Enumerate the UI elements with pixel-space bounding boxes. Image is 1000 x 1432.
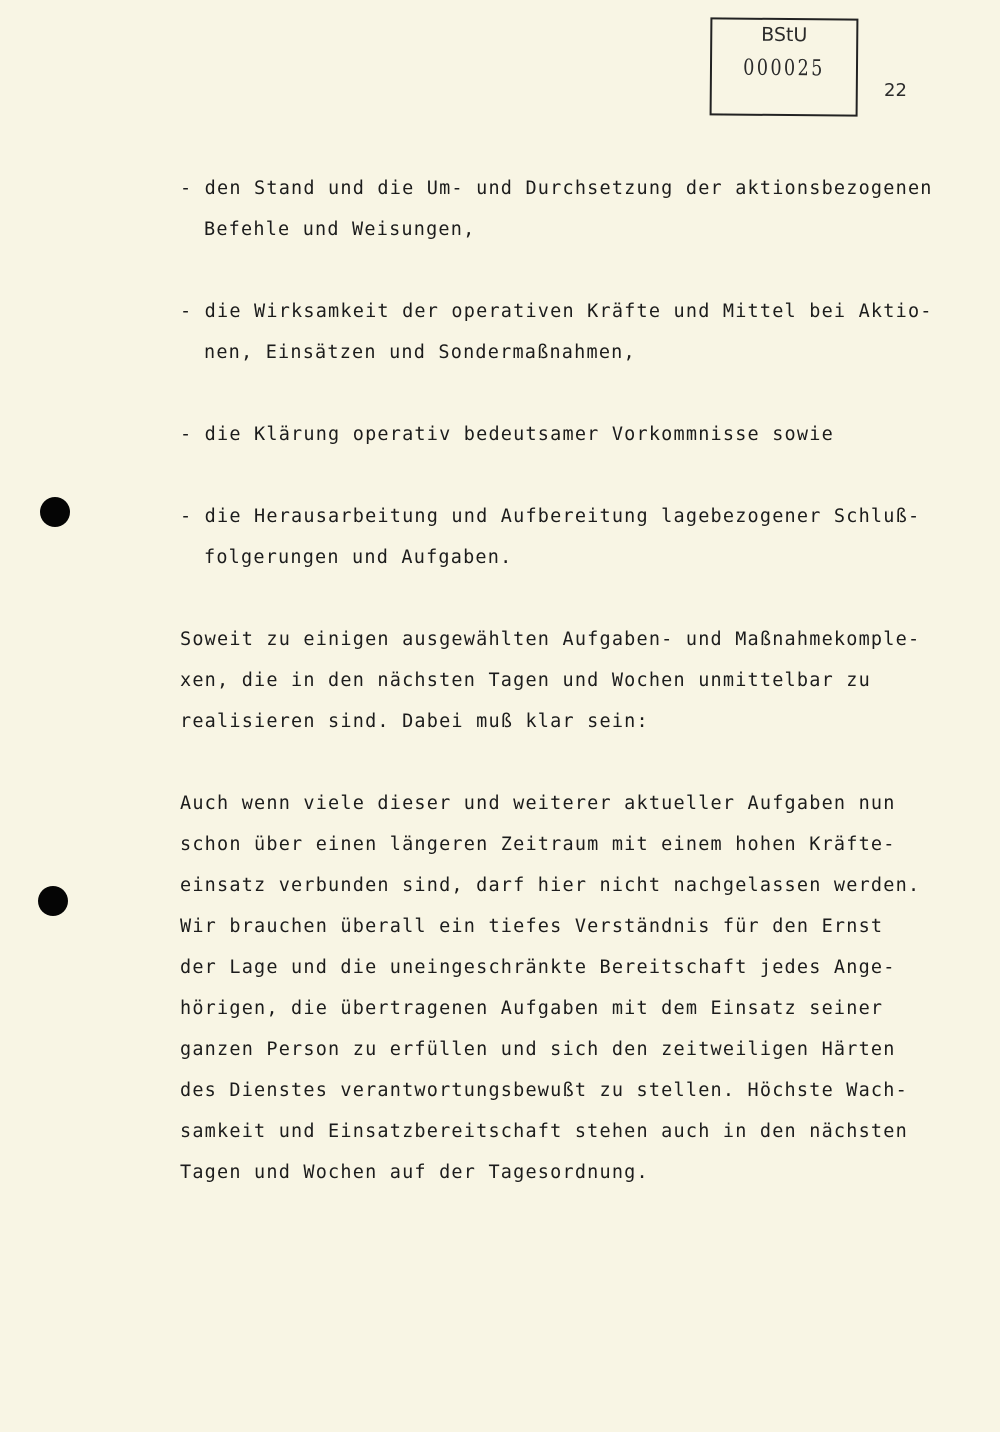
paragraph-line: einsatz verbunden sind, darf hier nicht nachgelassen werden. bbox=[180, 875, 921, 896]
paragraph bbox=[180, 783, 940, 1193]
paragraph-line: Tagen und Wochen auf der Tagesordnung. bbox=[180, 1162, 649, 1183]
bullet-line: - die Klärung operativ bedeutsamer Vorkommnisse sowie bbox=[180, 424, 834, 445]
bullet-item bbox=[180, 496, 940, 578]
bullet-item bbox=[180, 414, 940, 455]
bullet-line: - die Herausarbeitung und Aufbereitung lagebezogener Schluß- bbox=[180, 506, 921, 527]
page-number: 22 bbox=[884, 80, 907, 101]
paragraph-line: des Dienstes verantwortungsbewußt zu stellen. Höchste Wach- bbox=[180, 1080, 908, 1101]
paragraph-line: Soweit zu einigen ausgewählten Aufgaben- und Maßnahmekomple- bbox=[180, 629, 921, 650]
stamp-title: BStU bbox=[761, 23, 808, 47]
bullet-line: - den Stand und die Um- und Durchsetzung der aktionsbezogenen bbox=[180, 178, 933, 199]
bullet-item bbox=[180, 291, 940, 373]
bullet-line: folgerungen und Aufgaben. bbox=[204, 547, 513, 568]
punch-hole-icon bbox=[38, 886, 68, 916]
paragraph-line: ganzen Person zu erfüllen und sich den zeitweiligen Härten bbox=[180, 1039, 896, 1060]
paragraph bbox=[180, 619, 940, 742]
stamp-number: 000025 bbox=[743, 55, 825, 82]
bullet-line: Befehle und Weisungen, bbox=[204, 219, 476, 240]
paragraph-line: hörigen, die übertragenen Aufgaben mit dem Einsatz seiner bbox=[180, 998, 884, 1019]
paragraph-line: realisieren sind. Dabei muß klar sein: bbox=[180, 711, 649, 732]
paragraph-line: Auch wenn viele dieser und weiterer aktueller Aufgaben nun bbox=[180, 793, 896, 814]
paragraph-line: der Lage und die uneingeschränkte Bereitschaft jedes Ange- bbox=[180, 957, 896, 978]
bullet-line: nen, Einsätzen und Sondermaßnahmen, bbox=[204, 342, 636, 363]
archive-stamp bbox=[710, 17, 859, 116]
bullet-line: - die Wirksamkeit der operativen Kräfte und Mittel bei Aktio- bbox=[180, 301, 933, 322]
bullet-item bbox=[180, 168, 940, 250]
paragraph-line: xen, die in den nächsten Tagen und Wochen unmittelbar zu bbox=[180, 670, 871, 691]
paragraph-line: schon über einen längeren Zeitraum mit einem hohen Kräfte- bbox=[180, 834, 896, 855]
punch-hole-icon bbox=[40, 497, 70, 527]
document-body bbox=[180, 168, 940, 1193]
paragraph-line: Wir brauchen überall ein tiefes Verständnis für den Ernst bbox=[180, 916, 884, 937]
paragraph-line: samkeit und Einsatzbereitschaft stehen auch in den nächsten bbox=[180, 1121, 908, 1142]
